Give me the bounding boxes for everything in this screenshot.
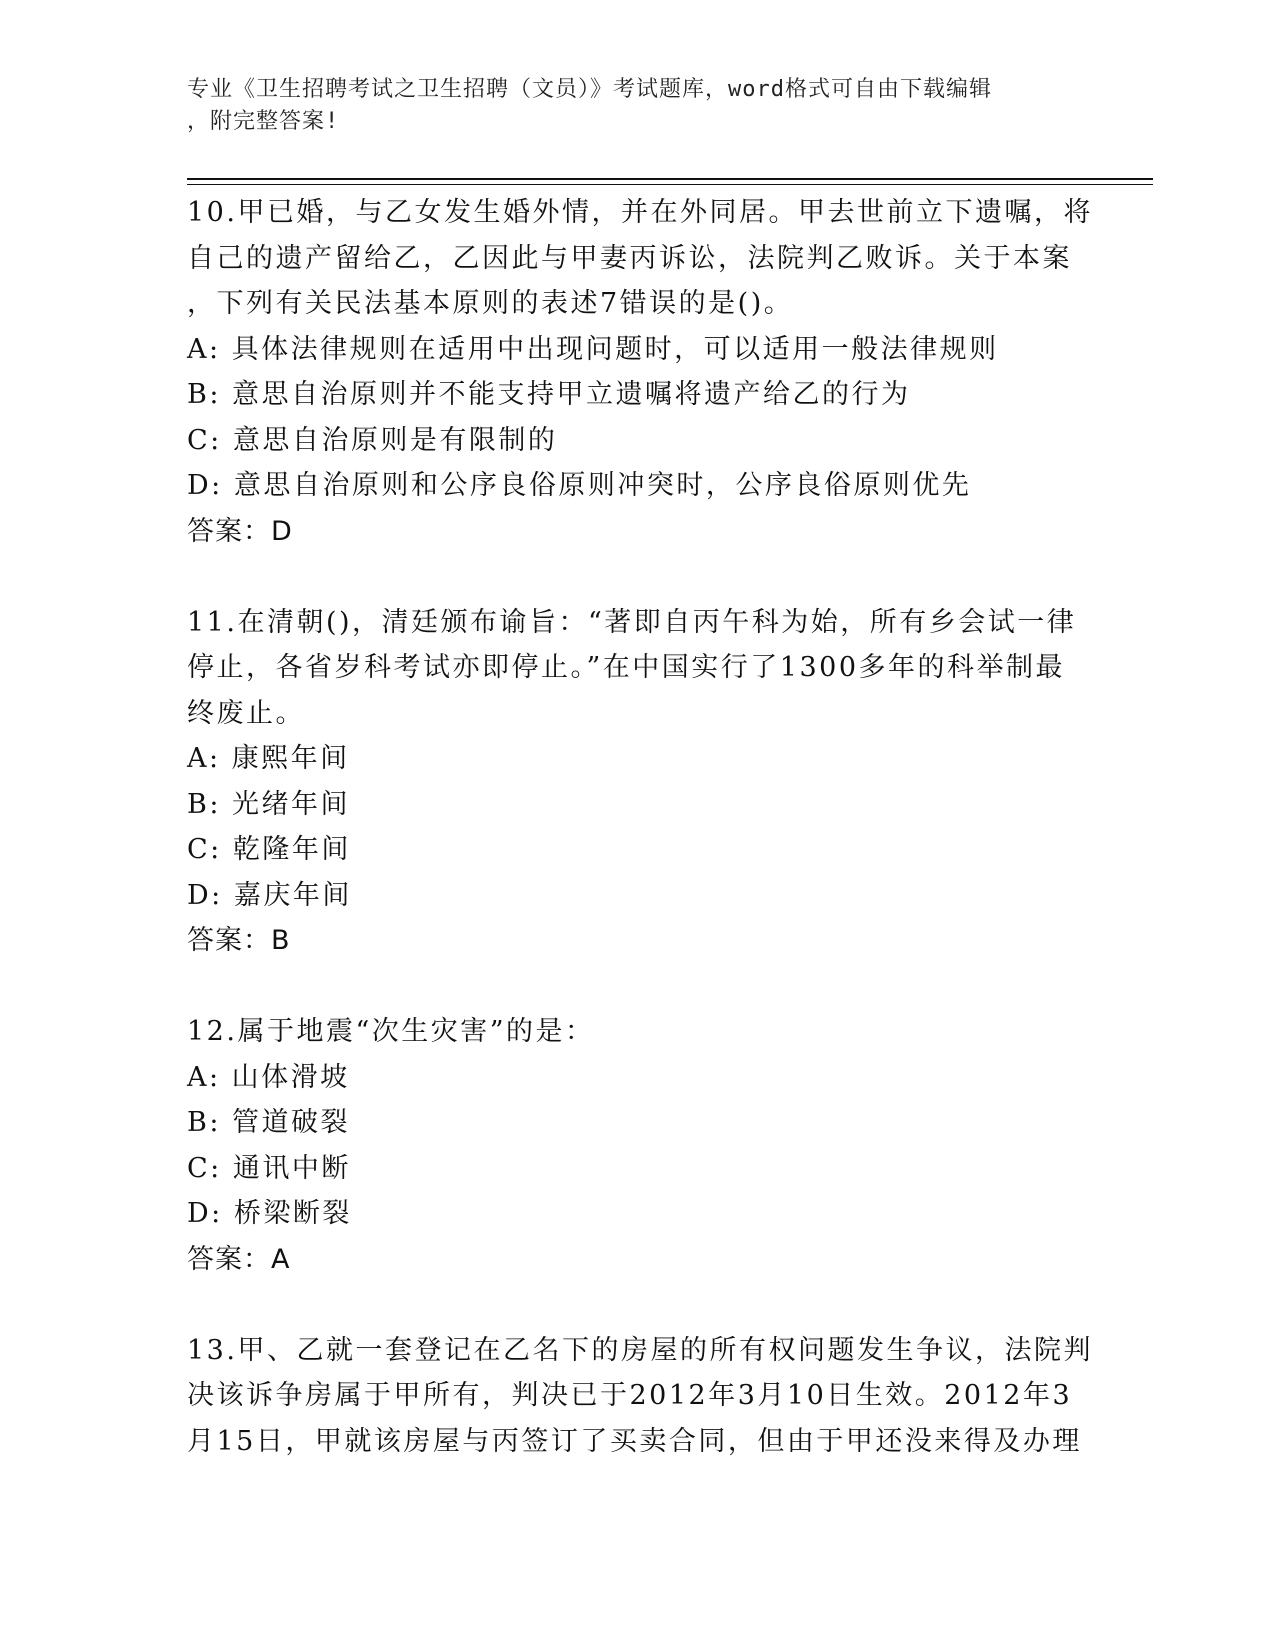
question-block	[187, 190, 1093, 554]
option-a: A: 康熙年间	[187, 743, 350, 774]
option-a: A: 具体法律规则在适用中出现问题时，可以适用一般法律规则	[187, 333, 999, 365]
spacer	[187, 1282, 1087, 1328]
option-d: D: 嘉庆年间	[187, 879, 352, 911]
header-divider-thick	[187, 178, 1153, 180]
question-block	[187, 600, 1087, 964]
header-divider-thin	[187, 184, 1153, 185]
option-c: C: 意思自治原则是有限制的	[187, 424, 558, 456]
stem-line: 月15日，甲就该房屋与丙签订了买卖合同，但由于甲还没来得及办理	[187, 1425, 1082, 1457]
answer-line: 答案：D	[187, 515, 293, 547]
header-line-2: ，附完整答案!	[187, 109, 340, 134]
stem-line: 11.在清朝()，清廷颁布谕旨：“著即自丙午科为始，所有乡会试一律	[187, 606, 1077, 638]
header-line-1: 专业《卫生招聘考试之卫生招聘（文员）》考试题库，word格式可自由下载编辑	[187, 77, 992, 102]
option-d: D: 意思自治原则和公序良俗原则冲突时，公序良俗原则优先	[187, 470, 972, 501]
question-list	[187, 190, 1093, 1464]
stem-line: 自己的遗产留给乙，乙因此与甲妻丙诉讼，法院判乙败诉。关于本案	[187, 242, 1072, 274]
stem-line: 10.甲已婚，与乙女发生婚外情，并在外同居。甲去世前立下遗嘱，将	[187, 197, 1093, 228]
answer-line: 答案：A	[187, 1243, 291, 1275]
stem-line: 13.甲、乙就一套登记在乙名下的房屋的所有权问题发生争议，法院判	[187, 1334, 1093, 1366]
question-block	[187, 1328, 1093, 1465]
option-b: B: 意思自治原则并不能支持甲立遗嘱将遗产给乙的行为	[187, 379, 911, 410]
question-stem	[187, 600, 1087, 737]
answer-line: 答案：B	[187, 925, 291, 956]
option-a: A: 山体滑坡	[187, 1061, 350, 1093]
option-d: D: 桥梁断裂	[187, 1198, 352, 1229]
option-c: C: 通讯中断	[187, 1152, 351, 1184]
spacer	[187, 554, 1087, 600]
document-header	[187, 74, 1067, 138]
option-b: B: 光绪年间	[187, 788, 351, 820]
option-b: B: 管道破裂	[187, 1107, 351, 1138]
option-c: C: 乾隆年间	[187, 834, 351, 865]
stem-line: 停止，各省岁科考试亦即停止。”在中国实行了1300多年的科举制最	[187, 652, 1066, 683]
stem-line: 决该诉争房属于甲所有，判决已于2012年3月10日生效。2012年3	[187, 1380, 1073, 1411]
question-stem	[187, 190, 1093, 327]
question-block	[187, 1009, 1087, 1282]
question-stem	[187, 1328, 1093, 1465]
stem-line: 终废止。	[187, 697, 305, 729]
stem-line: ，下列有关民法基本原则的表述7错误的是()。	[187, 288, 794, 319]
spacer	[187, 964, 1087, 1010]
stem-line: 12.属于地震“次生灾害”的是：	[187, 1016, 595, 1047]
question-stem	[187, 1009, 1087, 1055]
